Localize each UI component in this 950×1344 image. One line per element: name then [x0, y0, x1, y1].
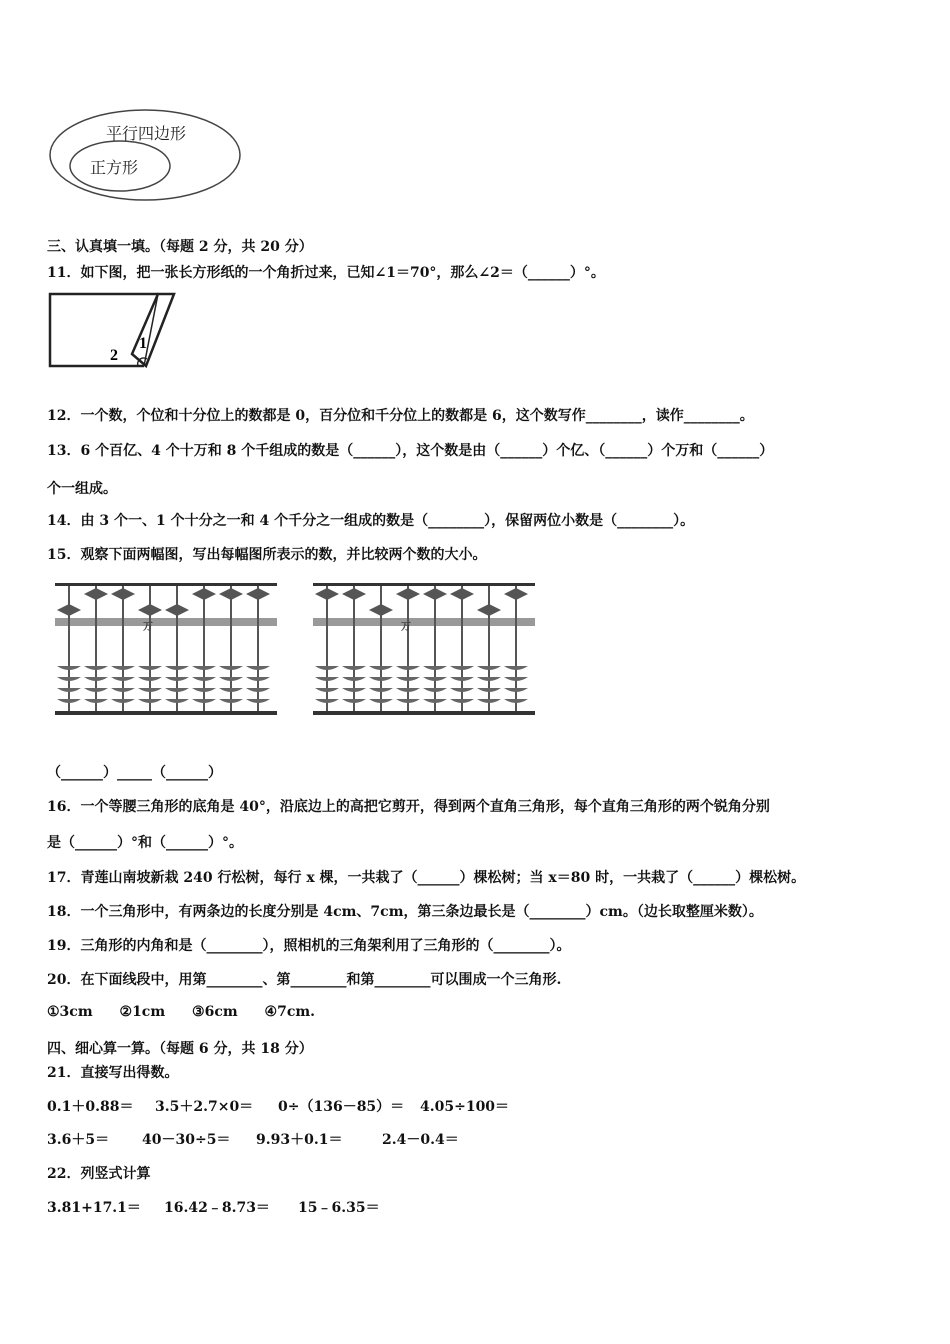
abacus-lower-bead	[246, 666, 270, 670]
question-18: 18．一个三角形中，有两条边的长度分别是 4cm、7cm，第三条边最长是（________）cm。（边长取整厘米数）。	[47, 904, 763, 920]
q21-item-6: 40－30÷5＝	[142, 1132, 231, 1148]
abacus-upper-bead	[84, 588, 108, 600]
abacus-beam	[313, 618, 535, 626]
abacus-lower-bead	[342, 666, 366, 670]
venn-inner-label: 正方形	[90, 158, 139, 177]
question-20-options	[47, 1004, 315, 1020]
abacus-upper-bead	[396, 588, 420, 600]
abacus-lower-bead	[192, 677, 216, 681]
abacus-top-frame	[55, 583, 277, 586]
abacus-lower-bead	[369, 666, 393, 670]
question-22: 22．列竖式计算	[47, 1166, 151, 1182]
abacus-lower-bead	[342, 688, 366, 692]
abacus-upper-bead	[477, 604, 501, 616]
q21-item-8: 2.4－0.4＝	[382, 1132, 459, 1148]
question-15: 15．观察下面两幅图，写出每幅图所表示的数，并比较两个数的大小。	[47, 547, 487, 563]
question-19: 19．三角形的内角和是（________），照相机的三角架利用了三角形的（________）。	[47, 938, 571, 954]
question-13-line-1: 13．6 个百亿、4 个十万和 8 个千组成的数是（______），这个数是由（______）个亿、（______）个万和（______）	[47, 443, 774, 459]
option-4: ④7cm.	[264, 1004, 316, 1020]
abacus-upper-bead	[219, 588, 243, 600]
abacus-lower-bead	[84, 688, 108, 692]
abacus-lower-bead	[315, 699, 339, 703]
abacus-lower-bead	[57, 666, 81, 670]
abacus-lower-bead	[57, 677, 81, 681]
abacus-lower-bead	[342, 677, 366, 681]
abacus-lower-bead	[396, 699, 420, 703]
abacus-lower-bead	[165, 677, 189, 681]
abacus-lower-bead	[219, 666, 243, 670]
abacus-lower-bead	[192, 688, 216, 692]
abacus-upper-bead	[246, 588, 270, 600]
abacus-lower-bead	[450, 688, 474, 692]
abacus-lower-bead	[315, 688, 339, 692]
abacus-lower-bead	[423, 666, 447, 670]
abacus-lower-bead	[315, 666, 339, 670]
abacus-upper-bead	[111, 588, 135, 600]
abacus-lower-bead	[138, 677, 162, 681]
abacus-left	[55, 580, 277, 720]
section-3-heading: 三、认真填一填。（每题 2 分，共 20 分）	[47, 239, 313, 255]
abacus-right	[313, 580, 535, 720]
abacus-lower-bead	[369, 688, 393, 692]
abacus-lower-bead	[504, 677, 528, 681]
abacus-mark-label: 万	[143, 622, 153, 633]
abacus-lower-bead	[342, 699, 366, 703]
q21-item-5: 3.6＋5＝	[47, 1132, 110, 1148]
section-4-heading: 四、细心算一算。（每题 6 分，共 18 分）	[47, 1041, 313, 1057]
abacus-lower-bead	[165, 666, 189, 670]
question-20: 20．在下面线段中，用第________、第________和第________可以围成一个三角形.	[47, 972, 562, 988]
abacus-lower-bead	[165, 699, 189, 703]
q21-item-7: 9.93＋0.1＝	[256, 1132, 343, 1148]
abacus-lower-bead	[477, 688, 501, 692]
q22-item-3: 15﹣6.35＝	[298, 1200, 380, 1216]
option-2: ②1cm	[119, 1004, 166, 1020]
abacus-mark-label: 万	[401, 622, 411, 633]
option-1: ①3cm	[47, 1004, 93, 1020]
abacus-lower-bead	[423, 688, 447, 692]
folded-corner	[132, 294, 174, 366]
abacus-lower-bead	[450, 666, 474, 670]
abacus-bottom-frame	[55, 711, 277, 715]
abacus-lower-bead	[504, 688, 528, 692]
question-13-line-2: 个一组成。	[47, 481, 117, 497]
abacus-lower-bead	[315, 677, 339, 681]
q22-item-2: 16.42﹣8.73＝	[164, 1200, 270, 1216]
question-12: 12．一个数，个位和十分位上的数都是 0，百分位和千分位上的数都是 6，这个数写作________，读作________。	[47, 408, 754, 424]
abacus-lower-bead	[192, 699, 216, 703]
abacus-beam	[55, 618, 277, 626]
q21-item-3: 0÷（136－85）＝	[278, 1099, 405, 1115]
abacus-lower-bead	[138, 699, 162, 703]
abacus-lower-bead	[192, 666, 216, 670]
abacus-upper-bead	[57, 604, 81, 616]
abacus-lower-bead	[138, 666, 162, 670]
abacus-bottom-frame	[313, 711, 535, 715]
abacus-lower-bead	[219, 699, 243, 703]
abacus-lower-bead	[396, 666, 420, 670]
abacus-upper-bead	[192, 588, 216, 600]
venn-outer-label: 平行四边形	[106, 124, 187, 143]
question-15-answer: （______）_____（______）	[47, 765, 222, 781]
abacus-upper-bead	[342, 588, 366, 600]
abacus-lower-bead	[369, 699, 393, 703]
abacus-lower-bead	[84, 699, 108, 703]
abacus-lower-bead	[111, 666, 135, 670]
abacus-upper-bead	[138, 604, 162, 616]
question-14: 14．由 3 个一、1 个十分之一和 4 个千分之一组成的数是（________），保留两位小数是（________）。	[47, 513, 695, 529]
abacus-top-frame	[313, 583, 535, 586]
abacus-lower-bead	[396, 677, 420, 681]
q21-item-1: 0.1＋0.88＝	[47, 1099, 134, 1115]
abacus-lower-bead	[219, 677, 243, 681]
option-3: ③6cm	[192, 1004, 238, 1020]
abacus-lower-bead	[369, 677, 393, 681]
abacus-lower-bead	[111, 699, 135, 703]
abacus-upper-bead	[165, 604, 189, 616]
abacus-lower-bead	[165, 688, 189, 692]
q21-item-2: 3.5＋2.7×0＝	[155, 1099, 254, 1115]
abacus-lower-bead	[396, 688, 420, 692]
abacus-lower-bead	[219, 688, 243, 692]
abacus-lower-bead	[450, 699, 474, 703]
folded-rectangle-figure	[48, 292, 178, 368]
angle-2-label: 2	[110, 347, 118, 364]
abacus-upper-bead	[423, 588, 447, 600]
q22-item-1: 3.81+17.1＝	[47, 1200, 141, 1216]
abacus-lower-bead	[57, 699, 81, 703]
abacus-lower-bead	[504, 699, 528, 703]
abacus-lower-bead	[111, 688, 135, 692]
abacus-upper-bead	[315, 588, 339, 600]
question-16-line-2: 是（______）°和（______）°。	[47, 835, 243, 851]
abacus-upper-bead	[504, 588, 528, 600]
abacus-upper-bead	[450, 588, 474, 600]
question-11: 11．如下图，把一张长方形纸的一个角折过来，已知∠1＝70°，那么∠2＝（______）°。	[47, 265, 605, 281]
question-17: 17．青莲山南坡新栽 240 行松树，每行 x 棵，一共栽了（______）棵松树；当 x＝80 时，一共栽了（______）棵松树。	[47, 870, 806, 886]
q21-item-4: 4.05÷100＝	[420, 1099, 510, 1115]
abacus-lower-bead	[477, 677, 501, 681]
abacus-lower-bead	[450, 677, 474, 681]
abacus-upper-bead	[369, 604, 393, 616]
venn-diagram	[48, 108, 248, 203]
abacus-lower-bead	[423, 677, 447, 681]
abacus-lower-bead	[504, 666, 528, 670]
question-16-line-1: 16．一个等腰三角形的底角是 40°，沿底边上的高把它剪开，得到两个直角三角形，每个直角三角形的两个锐角分别	[47, 799, 770, 815]
angle-1-label: 1	[139, 335, 147, 352]
abacus-lower-bead	[246, 688, 270, 692]
abacus-lower-bead	[57, 688, 81, 692]
abacus-lower-bead	[477, 666, 501, 670]
abacus-lower-bead	[84, 666, 108, 670]
abacus-lower-bead	[246, 699, 270, 703]
abacus-lower-bead	[477, 699, 501, 703]
abacus-lower-bead	[138, 688, 162, 692]
abacus-lower-bead	[246, 677, 270, 681]
abacus-lower-bead	[111, 677, 135, 681]
abacus-lower-bead	[84, 677, 108, 681]
abacus-lower-bead	[423, 699, 447, 703]
question-21: 21．直接写出得数。	[47, 1065, 179, 1081]
